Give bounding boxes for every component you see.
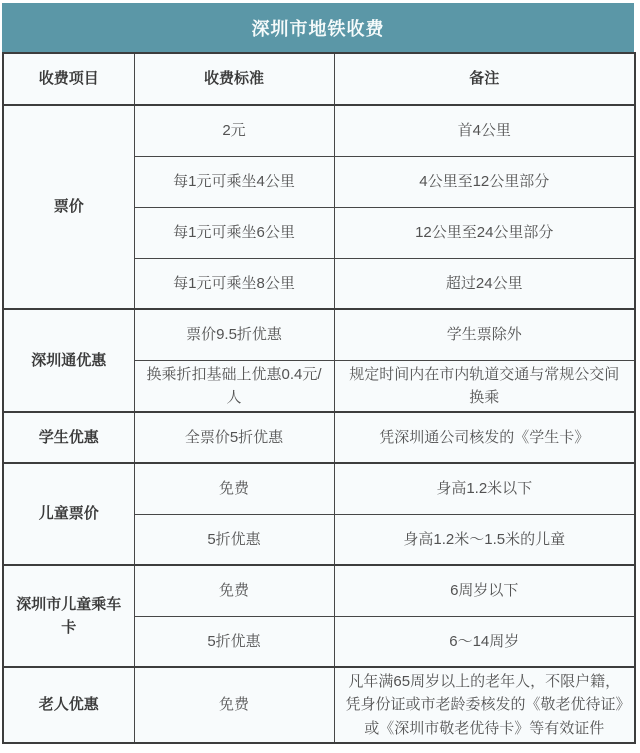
category-cell-child-card: 深圳市儿童乘车卡 [3, 565, 134, 667]
standard-cell: 每1元可乘坐4公里 [134, 156, 334, 207]
category-cell-shenzhentong: 深圳通优惠 [3, 309, 134, 412]
category-cell-fare: 票价 [3, 105, 134, 309]
standard-cell: 免费 [134, 565, 334, 616]
column-header-item: 收费项目 [3, 53, 134, 105]
note-cell: 6周岁以下 [334, 565, 635, 616]
table-row [3, 565, 635, 616]
standard-cell: 每1元可乘坐8公里 [134, 258, 334, 309]
table-row [3, 105, 635, 156]
standard-cell: 5折优惠 [134, 514, 334, 565]
standard-cell: 每1元可乘坐6公里 [134, 207, 334, 258]
note-cell: 身高1.2米～1.5米的儿童 [334, 514, 635, 565]
standard-cell: 免费 [134, 463, 334, 514]
note-cell: 凭深圳通公司核发的《学生卡》 [334, 412, 635, 463]
column-header-note: 备注 [334, 53, 635, 105]
note-cell: 凡年满65周岁以上的老年人，不限户籍，凭身份证或市老龄委核发的《敬老优待证》或《深圳市敬老优待卡》等有效证件 [334, 667, 635, 743]
standard-cell: 换乘折扣基础上优惠0.4元/人 [134, 360, 334, 412]
note-cell: 首4公里 [334, 105, 635, 156]
note-cell: 12公里至24公里部分 [334, 207, 635, 258]
table-row [3, 667, 635, 743]
standard-cell: 5折优惠 [134, 616, 334, 667]
column-header-standard: 收费标准 [134, 53, 334, 105]
standard-cell: 2元 [134, 105, 334, 156]
fare-table [2, 52, 636, 744]
page-title: 深圳市地铁收费 [2, 3, 634, 52]
table-row [3, 309, 635, 360]
note-cell: 学生票除外 [334, 309, 635, 360]
note-cell: 规定时间内在市内轨道交通与常规公交间换乘 [334, 360, 635, 412]
standard-cell: 全票价5折优惠 [134, 412, 334, 463]
standard-cell: 票价9.5折优惠 [134, 309, 334, 360]
note-cell: 6～14周岁 [334, 616, 635, 667]
category-cell-child-fare: 儿童票价 [3, 463, 134, 565]
table-row [3, 412, 635, 463]
table-row [3, 463, 635, 514]
category-cell-student: 学生优惠 [3, 412, 134, 463]
category-cell-senior: 老人优惠 [3, 667, 134, 743]
note-cell: 超过24公里 [334, 258, 635, 309]
standard-cell: 免费 [134, 667, 334, 743]
note-cell: 4公里至12公里部分 [334, 156, 635, 207]
table-header-row [3, 53, 635, 105]
note-cell: 身高1.2米以下 [334, 463, 635, 514]
